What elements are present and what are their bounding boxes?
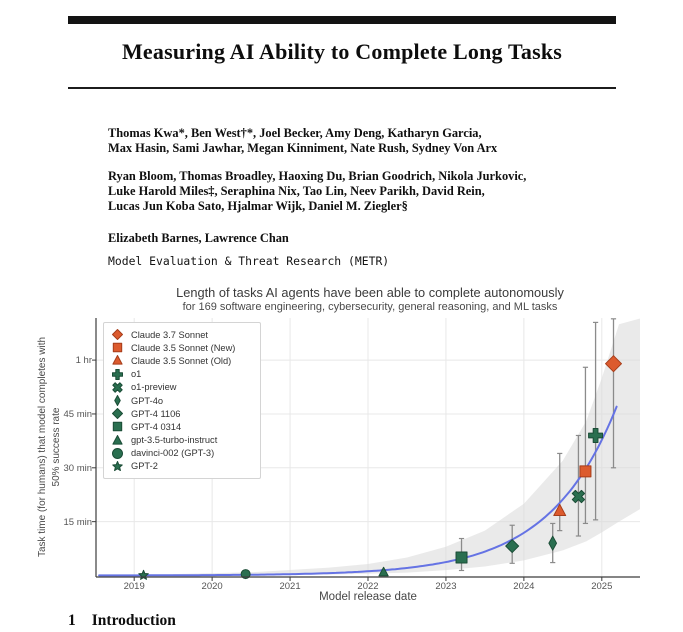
legend-label: GPT-2 [131,461,158,472]
x-tick-label-2021: 2021 [279,581,301,592]
data-point-gpt-2 [139,570,149,579]
x-tick-label-2019: 2019 [123,581,145,592]
legend-item [111,394,254,407]
data-point-gpt-4-0314 [456,552,467,563]
legend-label: Claude 3.5 Sonnet (Old) [131,355,232,366]
legend-item [111,420,254,433]
section-heading [68,612,176,630]
legend-label: GPT-4 1106 [131,408,181,419]
author-line: Luke Harold Miles‡, Seraphina Nix, Tao Lin, Neev Parikh, David Rein, [108,184,485,198]
author-line: Max Hasin, Sami Jawhar, Megan Kinniment, Nate Rush, Sydney Von Arx [108,141,498,155]
chart-legend [103,322,261,479]
legend-item [111,354,254,367]
legend-item [111,447,254,460]
x-tick-label-2022: 2022 [357,581,379,592]
data-point-claude-3-5-sonnet-new- [580,466,591,477]
legend-label: o1 [131,369,142,380]
diamond-marker-icon [111,328,124,341]
x-tick-label-2025: 2025 [591,581,613,592]
legend-label: Claude 3.5 Sonnet (New) [131,342,236,353]
circle-marker-icon [111,447,124,460]
x-tick-label-2024: 2024 [513,581,535,592]
star-marker-icon [111,460,124,473]
section-number: 1 [68,612,76,629]
square-marker-icon [111,420,124,433]
x-tick-label-2020: 2020 [201,581,223,592]
square-marker-icon [111,341,124,354]
y-axis-label-line1: Task time (for humans) that model completes with [37,336,48,558]
author-line: Elizabeth Barnes, Lawrence Chan [108,231,289,245]
author-line: Thomas Kwa*, Ben West†*, Joel Becker, Amy Deng, Katharyn Garcia, [108,126,482,140]
x-tick-label-2023: 2023 [435,581,457,592]
legend-item [111,328,254,341]
triangle-marker-icon [111,434,124,447]
paper-title: Measuring AI Ability to Complete Long Tasks [121,39,563,64]
legend-item [111,381,254,394]
author-line: Lucas Jun Koba Sato, Hjalmar Wijk, Daniel M. Ziegler§ [108,199,408,213]
x-marker-icon [111,381,124,394]
legend-label: o1-preview [131,382,177,393]
legend-item [111,341,254,354]
legend-label: GPT-4 0314 [131,421,182,432]
legend-item [111,407,254,420]
y-tick-label-15-min: 15 min [63,516,92,528]
diamond-marker-icon [111,407,124,420]
legend-item [111,434,254,447]
chart-title: Length of tasks AI agents have been able to complete autonomously [176,285,564,300]
y-tick-label-30-min: 30 min [63,462,92,474]
legend-label: gpt-3.5-turbo-instruct [131,435,218,446]
legend-label: davinci-002 (GPT-3) [131,448,215,459]
y-tick-label-45-min: 45 min [63,408,92,420]
section-title: Introduction [91,612,176,629]
y-tick-label-1-hr: 1 hr [75,355,92,367]
legend-item [111,460,254,473]
plus-marker-icon [111,368,124,381]
legend-label: GPT-4o [131,395,164,406]
x-axis-label: Model release date [319,591,417,603]
author-line: Ryan Bloom, Thomas Broadley, Haoxing Du, Brian Goodrich, Nikola Jurkovic, [108,169,527,183]
y-axis-label-line2: 50% success rate [51,407,62,487]
legend-item [111,368,254,381]
legend-label: Claude 3.7 Sonnet [131,329,209,340]
affiliation: Model Evaluation & Threat Research (METR) [108,254,390,268]
chart-subtitle: for 169 software engineering, cybersecurity, general reasoning, and ML tasks [182,301,558,313]
thin-diamond-marker-icon [111,394,124,407]
triangle-marker-icon [111,354,124,367]
